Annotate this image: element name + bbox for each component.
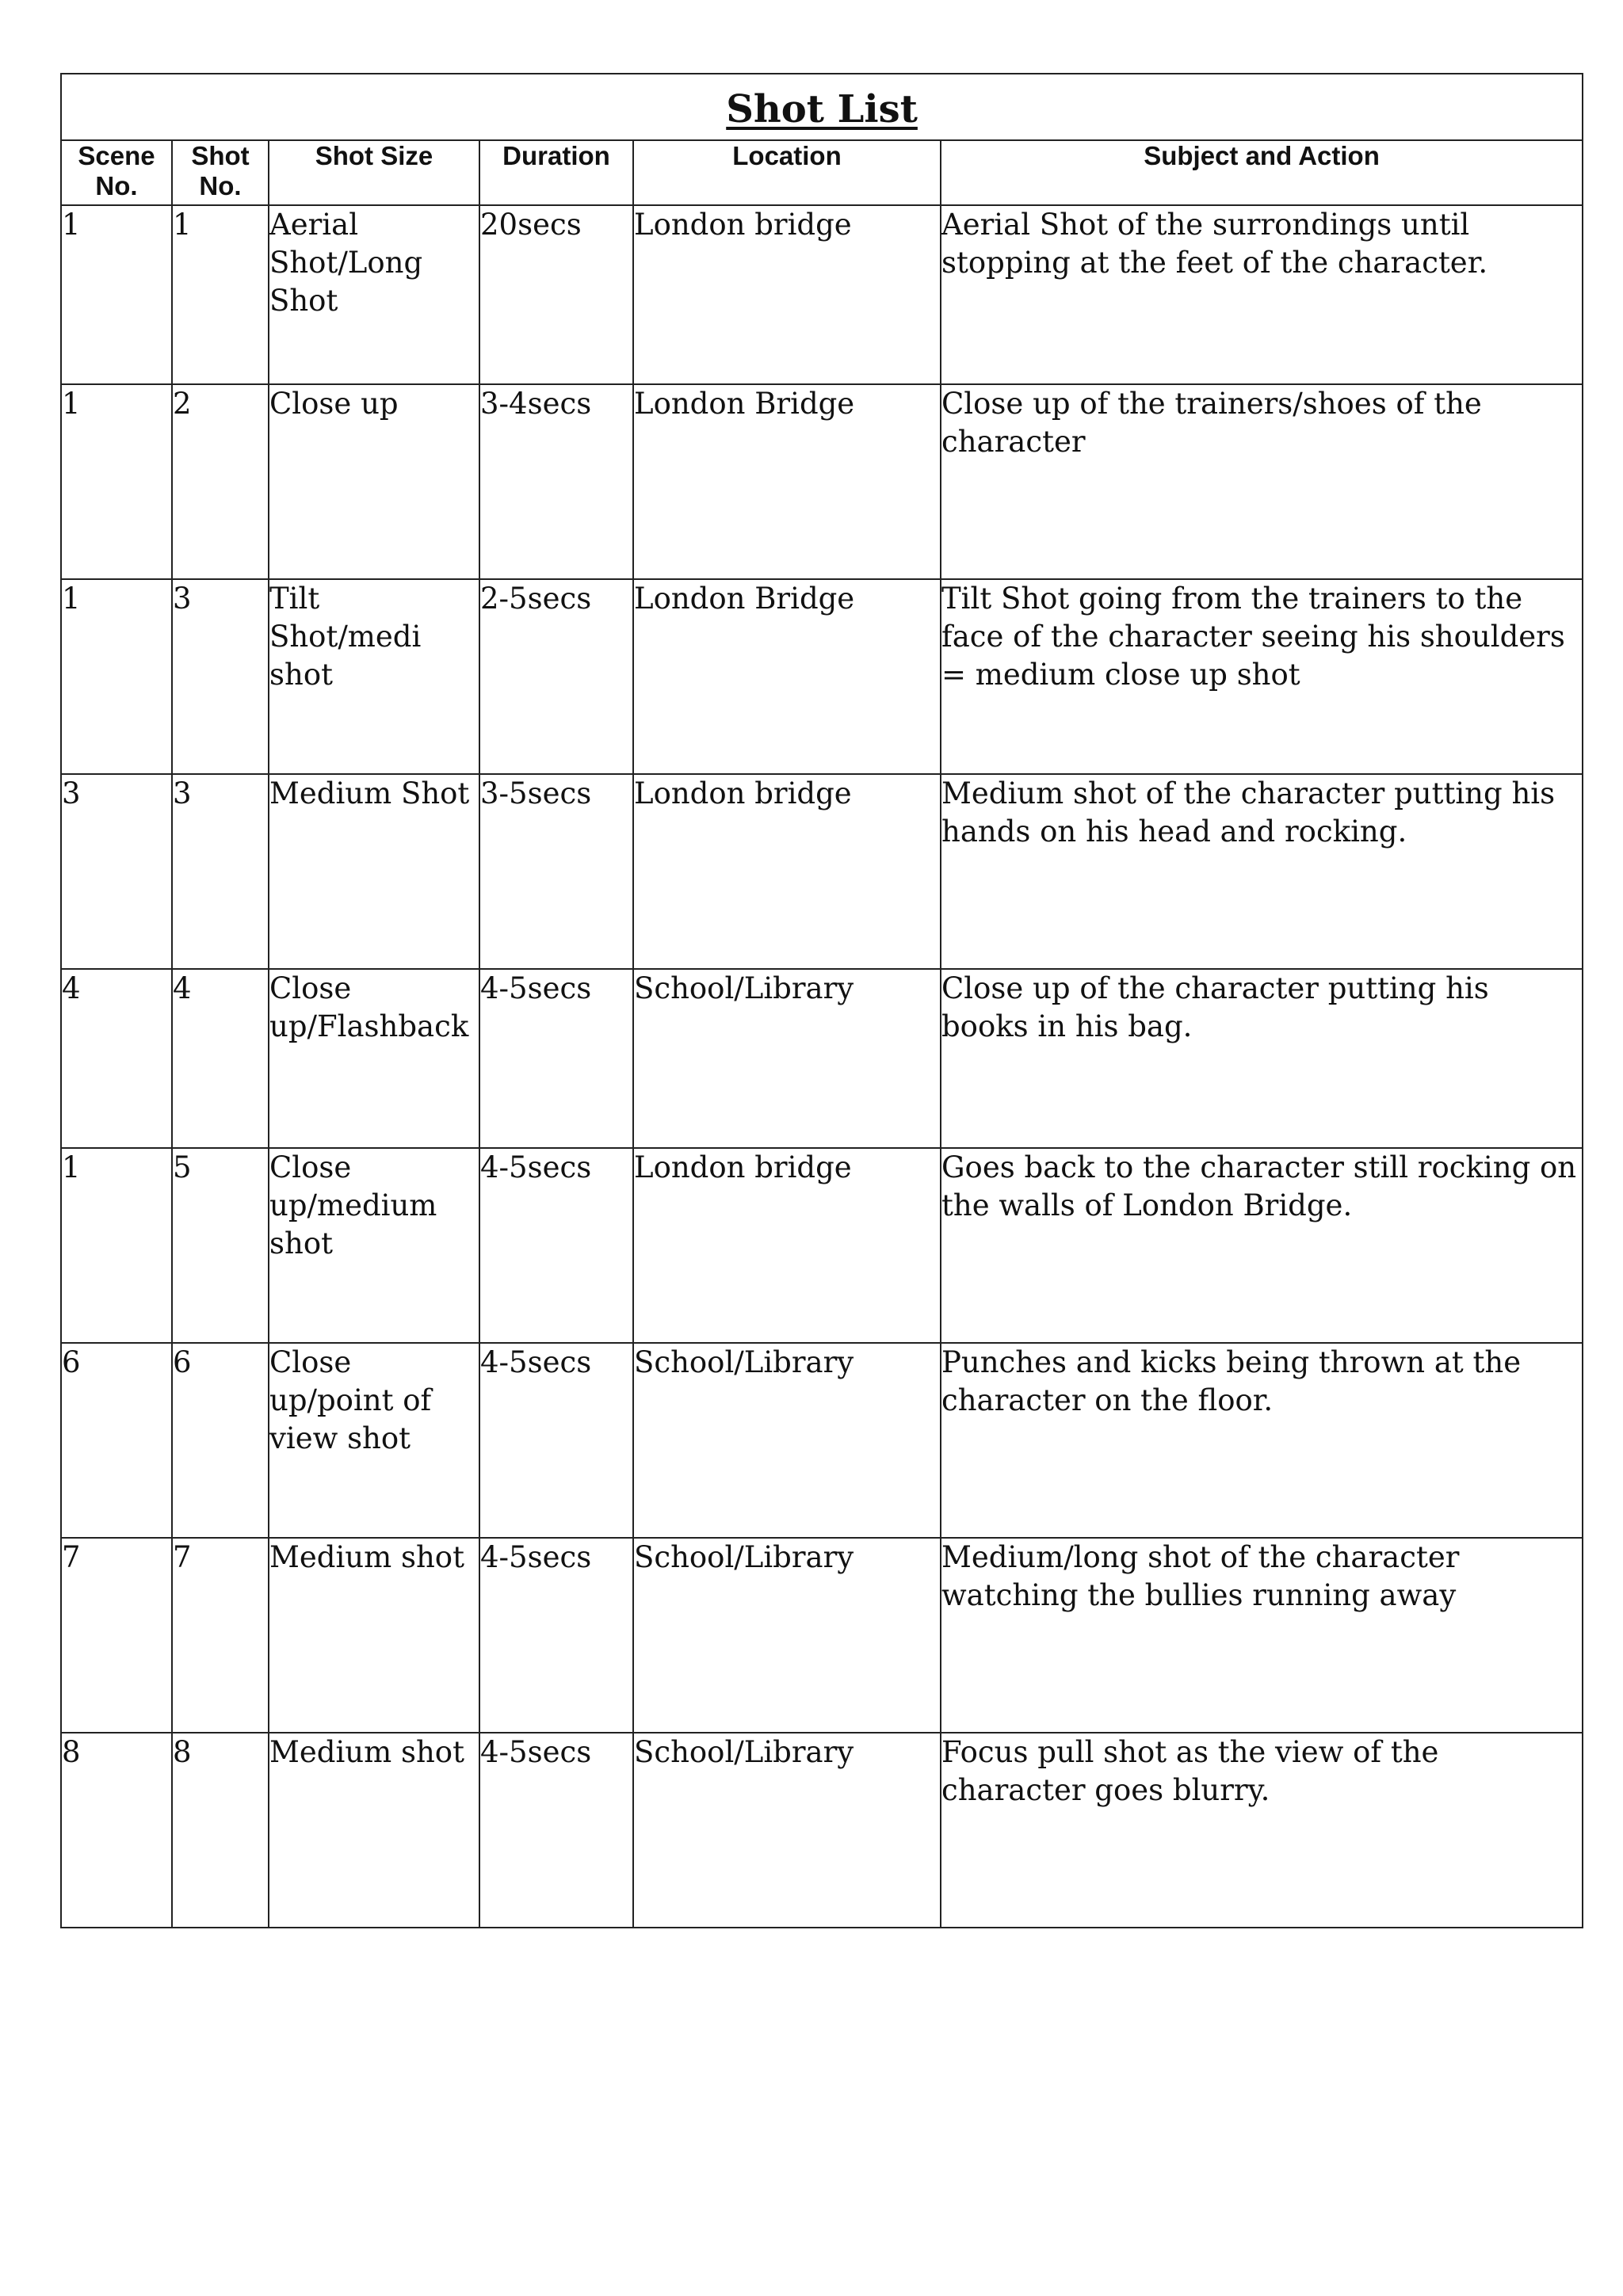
cell-location: School/Library (633, 1733, 941, 1928)
cell-subject-action: Goes back to the character still rocking on the walls of London Bridge. (941, 1148, 1583, 1343)
cell-shot-size: Close up/Flashback (269, 969, 479, 1148)
title-row (61, 74, 1583, 140)
header-shot-size: Shot Size (269, 140, 479, 205)
cell-duration: 3-5secs (479, 774, 633, 969)
cell-duration: 20secs (479, 205, 633, 384)
table-row (61, 205, 1583, 384)
cell-shot-no: 1 (172, 205, 269, 384)
table-row (61, 774, 1583, 969)
cell-shot-size: Aerial Shot/Long Shot (269, 205, 479, 384)
cell-scene-no: 7 (61, 1538, 172, 1733)
cell-shot-no: 2 (172, 384, 269, 579)
cell-duration: 4-5secs (479, 1733, 633, 1928)
header-shot-line2: No. (199, 171, 242, 200)
cell-subject-action: Punches and kicks being thrown at the character on the floor. (941, 1343, 1583, 1538)
cell-location: London Bridge (633, 579, 941, 774)
cell-shot-size: Medium shot (269, 1538, 479, 1733)
cell-shot-size: Medium shot (269, 1733, 479, 1928)
header-shot-no (172, 140, 269, 205)
title-cell (61, 74, 1583, 140)
header-scene-no (61, 140, 172, 205)
cell-location: London bridge (633, 1148, 941, 1343)
cell-subject-action: Tilt Shot going from the trainers to the face of the character seeing his shoulders = medium close up shot (941, 579, 1583, 774)
cell-subject-action: Focus pull shot as the view of the character goes blurry. (941, 1733, 1583, 1928)
cell-duration: 4-5secs (479, 969, 633, 1148)
cell-location: London Bridge (633, 384, 941, 579)
cell-shot-no: 8 (172, 1733, 269, 1928)
cell-subject-action: Close up of the trainers/shoes of the character (941, 384, 1583, 579)
cell-duration: 3-4secs (479, 384, 633, 579)
table-row (61, 1343, 1583, 1538)
cell-location: School/Library (633, 1343, 941, 1538)
cell-duration: 4-5secs (479, 1538, 633, 1733)
cell-scene-no: 1 (61, 579, 172, 774)
table-row (61, 384, 1583, 579)
page-title: Shot List (726, 87, 918, 132)
table-row (61, 969, 1583, 1148)
cell-shot-size: Close up (269, 384, 479, 579)
cell-scene-no: 4 (61, 969, 172, 1148)
cell-shot-no: 3 (172, 774, 269, 969)
cell-scene-no: 6 (61, 1343, 172, 1538)
cell-scene-no: 3 (61, 774, 172, 969)
cell-subject-action: Medium shot of the character putting his hands on his head and rocking. (941, 774, 1583, 969)
cell-shot-no: 7 (172, 1538, 269, 1733)
table-row (61, 1148, 1583, 1343)
cell-location: School/Library (633, 1538, 941, 1733)
cell-duration: 2-5secs (479, 579, 633, 774)
cell-shot-size: Close up/point of view shot (269, 1343, 479, 1538)
table-row (61, 1733, 1583, 1928)
cell-shot-no: 6 (172, 1343, 269, 1538)
cell-subject-action: Close up of the character putting his books in his bag. (941, 969, 1583, 1148)
cell-shot-size: Tilt Shot/medi shot (269, 579, 479, 774)
table-row (61, 579, 1583, 774)
cell-shot-no: 5 (172, 1148, 269, 1343)
header-scene-line1: Scene (78, 141, 155, 170)
cell-duration: 4-5secs (479, 1343, 633, 1538)
cell-subject-action: Medium/long shot of the character watching the bullies running away (941, 1538, 1583, 1733)
cell-scene-no: 1 (61, 205, 172, 384)
header-location: Location (633, 140, 941, 205)
cell-scene-no: 1 (61, 384, 172, 579)
cell-subject-action: Aerial Shot of the surrondings until stopping at the feet of the character. (941, 205, 1583, 384)
shot-list-table (60, 73, 1583, 1928)
header-scene-line2: No. (95, 171, 138, 200)
cell-location: School/Library (633, 969, 941, 1148)
header-duration: Duration (479, 140, 633, 205)
cell-shot-size: Medium Shot (269, 774, 479, 969)
header-subject-action: Subject and Action (941, 140, 1583, 205)
cell-shot-no: 4 (172, 969, 269, 1148)
header-shot-line1: Shot (191, 141, 250, 170)
cell-scene-no: 8 (61, 1733, 172, 1928)
cell-duration: 4-5secs (479, 1148, 633, 1343)
cell-shot-size: Close up/medium shot (269, 1148, 479, 1343)
table-row (61, 1538, 1583, 1733)
cell-scene-no: 1 (61, 1148, 172, 1343)
header-row (61, 140, 1583, 205)
cell-location: London bridge (633, 774, 941, 969)
cell-shot-no: 3 (172, 579, 269, 774)
cell-location: London bridge (633, 205, 941, 384)
